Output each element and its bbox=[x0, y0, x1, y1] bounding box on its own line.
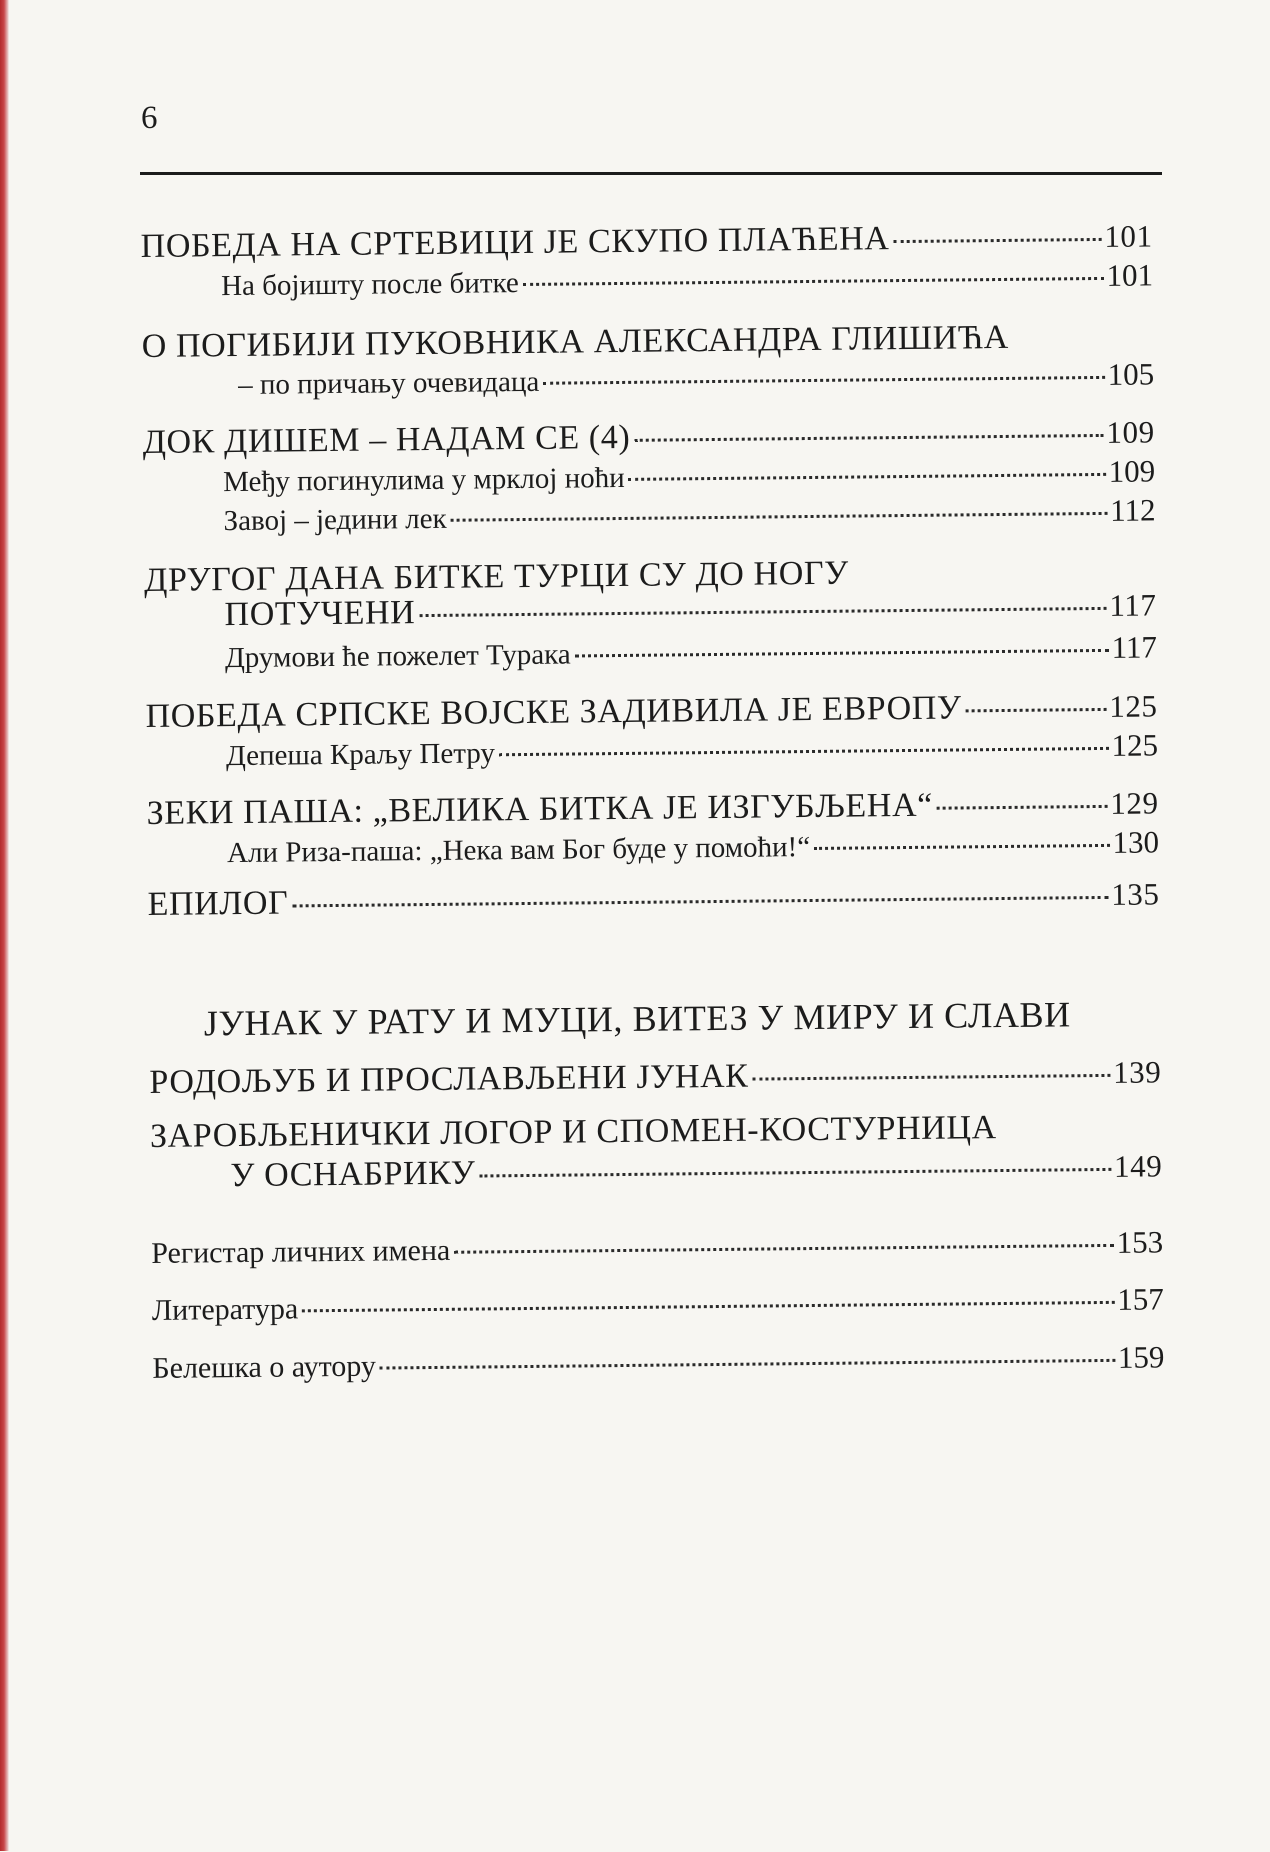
leader-dots bbox=[629, 473, 1106, 481]
toc-entry-title-line[interactable]: О ПОГИБИЈИ ПУКОВНИКА АЛЕКСАНДРА ГЛИШИЋА bbox=[141, 318, 1009, 365]
toc-entry-author-note[interactable] bbox=[152, 1339, 1164, 1386]
toc-subentry[interactable] bbox=[227, 824, 1159, 870]
toc-entry-title: Завој – једини лек bbox=[223, 502, 447, 538]
toc-entry-title: На бојишту после битке bbox=[220, 267, 519, 303]
leader-dots bbox=[479, 1168, 1111, 1178]
toc-subentry[interactable] bbox=[221, 257, 1153, 303]
toc-entry-title-line[interactable]: ЗАРОБЉЕНИЧКИ ЛОГОР И СПОМЕН-КОСТУРНИЦА bbox=[149, 1109, 997, 1155]
leader-dots bbox=[634, 434, 1103, 442]
toc-entry-page: 101 bbox=[1104, 218, 1153, 254]
toc-entry-title: Белешка о аутору bbox=[152, 1349, 377, 1385]
leader-dots bbox=[543, 376, 1104, 385]
toc-entry-title: РОДОЉУБ И ПРОСЛАВЉЕНИ ЈУНАК bbox=[149, 1057, 749, 1101]
leader-dots bbox=[814, 844, 1109, 850]
toc-entry-page: 125 bbox=[1109, 688, 1158, 724]
leader-dots bbox=[380, 1359, 1115, 1370]
toc-entry-page: 159 bbox=[1117, 1339, 1165, 1375]
toc-entry-page: 109 bbox=[1108, 453, 1156, 489]
toc-entry[interactable] bbox=[230, 1147, 1162, 1195]
leader-dots bbox=[575, 649, 1109, 658]
toc-entry-page: 112 bbox=[1109, 492, 1156, 528]
toc-subentry[interactable] bbox=[223, 453, 1155, 499]
leader-dots bbox=[499, 747, 1109, 756]
toc-entry-title: У ОСНАБРИКУ bbox=[230, 1154, 476, 1195]
toc-entry-page: 125 bbox=[1111, 727, 1159, 763]
toc-entry-title: ЗЕКИ ПАША: „ВЕЛИКА БИТКА ЈЕ ИЗГУБЉЕНА“ bbox=[146, 786, 934, 832]
section-title: ЈУНАК У РАТУ И МУЦИ, ВИТЕЗ У МИРУ И СЛАВИ bbox=[203, 994, 1071, 1044]
page-number: 6 bbox=[141, 100, 158, 136]
toc-entry-page: 117 bbox=[1111, 629, 1158, 665]
toc-entry-title: ПОБЕДА СРПСКЕ ВОЈСКЕ ЗАДИВИЛА ЈЕ ЕВРОПУ bbox=[145, 689, 962, 735]
leader-dots bbox=[302, 1301, 1114, 1313]
leader-dots bbox=[419, 607, 1106, 617]
leader-dots bbox=[752, 1074, 1110, 1081]
toc-entry-page: 139 bbox=[1112, 1054, 1162, 1090]
toc-subentry[interactable] bbox=[225, 629, 1157, 675]
toc-entry-literature[interactable] bbox=[152, 1281, 1164, 1328]
leader-dots bbox=[893, 238, 1101, 243]
toc-entry-title: Друмови ће пожелет Турака bbox=[224, 638, 571, 675]
toc-entry-title-line[interactable]: ДРУГОГ ДАНА БИТКЕ ТУРЦИ СУ ДО НОГУ bbox=[144, 554, 849, 599]
leader-dots bbox=[292, 896, 1108, 908]
toc-entry-page: 135 bbox=[1111, 876, 1160, 912]
leader-dots bbox=[966, 708, 1107, 712]
toc-entry-title: Регистар личних имена bbox=[151, 1233, 451, 1270]
leader-dots bbox=[523, 277, 1104, 286]
toc-entry-title: Депеша Краљу Петру bbox=[225, 737, 496, 773]
toc-entry[interactable] bbox=[147, 875, 1159, 924]
toc-entry-page: 129 bbox=[1110, 785, 1159, 821]
toc-entry-page: 117 bbox=[1109, 587, 1157, 623]
toc-entry-title: Литература bbox=[151, 1292, 299, 1327]
toc-entry-title: ЕПИЛОГ bbox=[147, 884, 289, 923]
leader-dots bbox=[937, 805, 1107, 810]
toc-subentry[interactable] bbox=[223, 492, 1155, 538]
toc-entry-page: 101 bbox=[1106, 257, 1154, 293]
toc-entry-title: ПОТУЧЕНИ bbox=[224, 594, 416, 634]
leader-dots bbox=[454, 1244, 1113, 1254]
toc-entry-title: – по причању очевидаца bbox=[237, 365, 540, 401]
toc-entry-title: Међу погинулима у мрклој ноћи bbox=[223, 461, 625, 499]
toc-entry-register[interactable] bbox=[151, 1224, 1163, 1271]
toc-entry-title: ПОБЕДА НА СРТЕВИЦИ ЈЕ СКУПО ПЛАЋЕНА bbox=[140, 220, 890, 265]
toc-entry[interactable] bbox=[149, 1053, 1161, 1102]
toc-entry-title: ДОК ДИШЕМ – НАДАМ СЕ (4) bbox=[142, 418, 631, 461]
toc-entry-page: 109 bbox=[1106, 414, 1155, 450]
toc-entry-title: Али Риза-паша: „Нека вам Бог буде у помоћи!“ bbox=[226, 831, 811, 870]
toc-entry-page: 157 bbox=[1117, 1281, 1164, 1317]
toc-entry-page: 130 bbox=[1112, 824, 1160, 860]
toc-entry-page: 149 bbox=[1113, 1148, 1163, 1184]
toc-subentry[interactable] bbox=[226, 727, 1158, 773]
toc-entry-page: 153 bbox=[1116, 1224, 1164, 1260]
toc-entry-page: 105 bbox=[1107, 356, 1155, 392]
leader-dots bbox=[451, 512, 1108, 522]
